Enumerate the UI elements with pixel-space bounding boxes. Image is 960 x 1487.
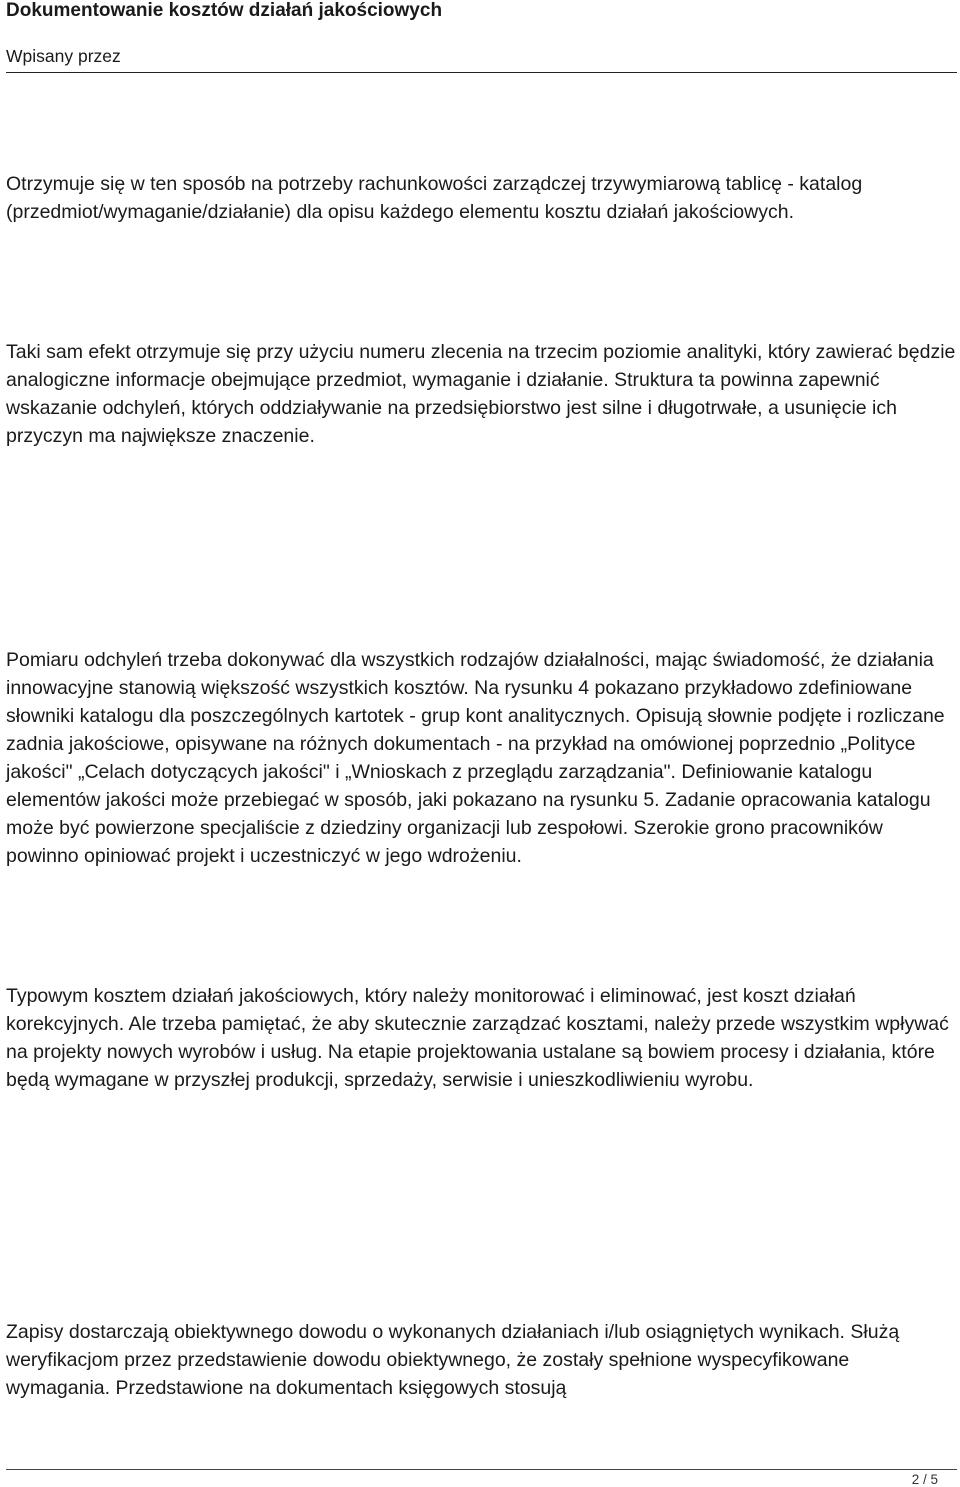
author-byline: Wpisany przez [6, 46, 121, 66]
paragraph-2: Taki sam efekt otrzymuje się przy użyciu numeru zlecenia na trzecim poziomie analityki, który zawierać będzie analogiczne informacje obejmujące przedmiot, wymaganie i działanie. Struktura ta powinna zapewnić wskazanie odchyleń, których oddziaływanie na przedsiębiorstwo jest silne i długotrwałe, a usunięcie ich przyczyn ma największe znaczenie. [6, 341, 956, 447]
page-number: 2 / 5 [911, 1472, 938, 1487]
page-title: Dokumentowanie kosztów działań jakościowych [6, 0, 443, 21]
paragraph-4: Typowym kosztem działań jakościowych, który należy monitorować i eliminować, jest koszt działań korekcyjnych. Ale trzeba pamiętać, że aby skutecznie zarządzać kosztami, należy przede wszystkim wpływać na projekty nowych wyrobów i usług. Na etapie projektowania ustalane są bowiem procesy i działania, które będą wymagane w przyszłej produkcji, sprzedaży, serwisie i unieszkodliwieniu wyrobu. [6, 985, 949, 1091]
header-divider [6, 72, 957, 73]
paragraph-3: Pomiaru odchyleń trzeba dokonywać dla wszystkich rodzajów działalności, mając świadomość, że działania innowacyjne stanowią większość wszystkich kosztów. Na rysunku 4 pokazano przykładowo zdefiniowane słowniki katalogu dla poszczególnych kartotek - grup kont analitycznych. Opisują słownie podjęte i rozliczane zadnia jakościowe, opisywane na różnych dokumentach - na przykład na omówionej poprzednio „Polityce jakości" „Celach dotyczących jakości" i „Wnioskach z przeglądu zarządzania". Definiowanie katalogu elementów jakości może przebiegać w sposób, jaki pokazano na rysunku 5. Zadanie opracowania katalogu może być powierzone specjaliście z dziedziny organizacji lub zespołowi. Szerokie grono pracowników powinno opiniować projekt i uczestniczyć w jego wdrożeniu. [6, 649, 945, 867]
paragraph-5: Zapisy dostarczają obiektywnego dowodu o wykonanych działaniach i/lub osiągniętych wynikach. Służą weryfikacjom przez przedstawienie dowodu obiektywnego, że zostały spełnione wyspecyfikowane wymagania. Przedstawione na dokumentach księgowych stosują [6, 1321, 900, 1399]
footer-divider [6, 1469, 957, 1470]
paragraph-1: Otrzymuje się w ten sposób na potrzeby rachunkowości zarządczej trzywymiarową tablicę - katalog (przedmiot/wymaganie/działanie) dla opisu każdego elementu kosztu działań jakościowych. [6, 173, 863, 223]
